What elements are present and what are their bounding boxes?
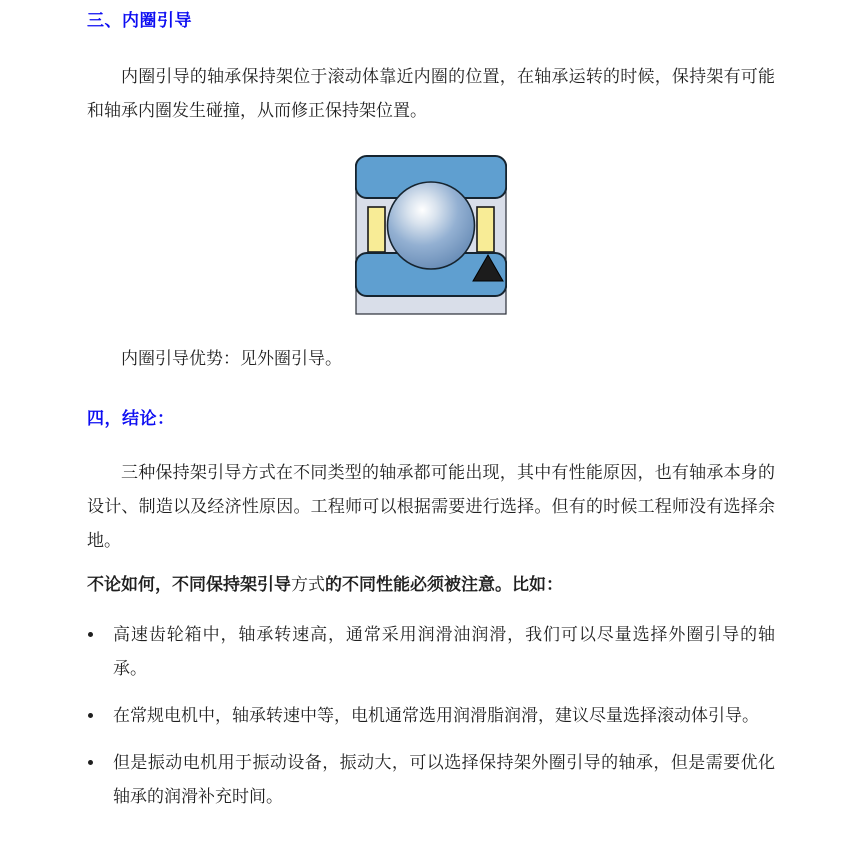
list-item-standard-motor: • 在常规电机中，轴承转速中等，电机通常选用润滑脂润滑，建议尽量选择滚动体引导。 bbox=[105, 699, 775, 733]
figure-container bbox=[87, 154, 775, 316]
paragraph-emphasis bbox=[87, 568, 775, 602]
bearing-ball bbox=[388, 182, 475, 269]
paragraph-conclusion: 三种保持架引导方式在不同类型的轴承都可能出现，其中有性能原因，也有轴承本身的设计、制造以及经济性原因。工程师可以根据需要进行选择。但有的时候工程师没有选择余地。 bbox=[87, 463, 775, 551]
emphasis-bold-prefix: 不论如何，不同保持架引导 bbox=[87, 575, 291, 595]
paragraph-inner-ring-guidance: 内圈引导的轴承保持架位于滚动体靠近内圈的位置，在轴承运转的时候，保持架有可能和轴承内圈发生碰撞，从而修正保持架位置。 bbox=[87, 67, 775, 121]
paragraph-inner-ring-advantage: 内圈引导优势：见外圈引导。 bbox=[121, 349, 342, 369]
emphasis-bold-suffix: 的不同性能必须被注意。比如： bbox=[325, 575, 563, 595]
bearing-cage-left bbox=[368, 207, 385, 252]
bearing-cage-right bbox=[477, 207, 494, 252]
takeaway-list bbox=[87, 618, 775, 814]
heading-inner-ring-guidance: 三、内圈引导 bbox=[87, 11, 192, 31]
bearing-cross-section-image bbox=[355, 154, 507, 316]
heading-conclusion: 四，结论： bbox=[87, 409, 175, 429]
list-item-vibration-motor: • 但是振动电机用于振动设备，振动大，可以选择保持架外圈引导的轴承，但是需要优化轴承的润滑补充时间。 bbox=[105, 746, 775, 814]
emphasis-normal-middle: 方式 bbox=[291, 575, 325, 595]
list-item-gearbox: • 高速齿轮箱中，轴承转速高，通常采用润滑油润滑，我们可以尽量选择外圈引导的轴承。 bbox=[105, 618, 775, 686]
